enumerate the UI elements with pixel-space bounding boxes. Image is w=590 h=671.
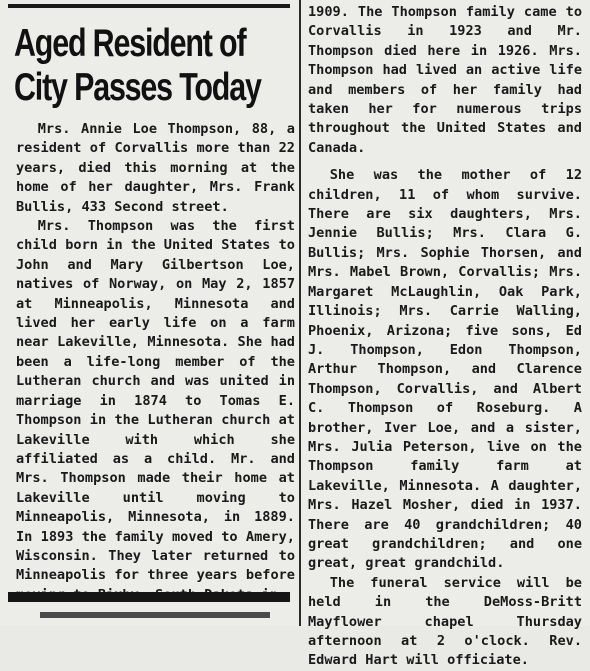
paragraph-continued: 1909. The Thompson family came to Corvallis in 1923 and Mr. Thompson died here in 1926. Mrs. Thompson had lived an active life and members of her family had taken her for numerous trips throughout the United States and Canada. [308,4,582,156]
headline-line-1: Aged Resident of [14,22,246,65]
headline [14,22,261,110]
headline-line-2: City Passes Today [14,66,261,109]
top-rule [8,4,290,8]
paragraph-intro: Mrs. Annie Loe Thompson, 88, a resident of Corvallis more than 22 years, died this morning at the home of her daughter, Mrs. Frank Bullis, 433 Second street. [16,121,295,215]
paragraph-biography: Mrs. Thompson was the first child born in the United States to John and Mary Gilbertson Loe, natives of Norway, on May 2, 1857 at Minneapolis, Minnesota and lived her early life on a farm near Lakeville, Minnesota. She had been a life-long member of the Lutheran church and was united in marriage in 1874 to Tomas E. Thompson in the Lutheran church at Lakeville with which she affiliated as a child. Mr. and Mrs. Thompson made their home at Lakeville until moving to Minneapolis, Minnesota, in 1889. In 1893 the family moved to Amery, Wisconsin. They later returned to Minneapolis for three years before [16,218,295,584]
paragraph-funeral: The funeral service will be held in the DeMoss-Britt Mayflower chapel Thursday afternoon at 2 o'clock. Rev. Edward Hart will officiate. [308,574,582,669]
right-column [308,3,582,671]
column-divider [299,0,301,626]
left-column [16,120,295,605]
bottom-rule-cut [40,612,270,618]
bottom-rule [8,592,290,602]
paragraph-survivors: She was the mother of 12 children, 11 of whom survive. There are six daughters, Mrs. Jennie Bullis; Mrs. Clara G. Bullis; Mrs. Sophie Thorsen, and Mrs. Mabel Brown, Corvallis; Mrs. Margaret McLaughlin, Oak Park, Illinois; Mrs. Carrie Walling, Phoenix, Arizona; five sons, Ed J. Thompson, Edon Thompson, Arthur Thompson, and Clarence Thompson, Corvallis, and Albert C. Thompson of Roseburg. A brother, Iver Loe, and a sister, Mrs. Julia Peterson, live on the Thompson family farm at Lakeville, Minnesota. A daughter, Mrs. Hazel Mosher, died in 1937. There are 40 grandchildren; 40 great grandchildren; and one great, great grandchild. [308,167,582,572]
